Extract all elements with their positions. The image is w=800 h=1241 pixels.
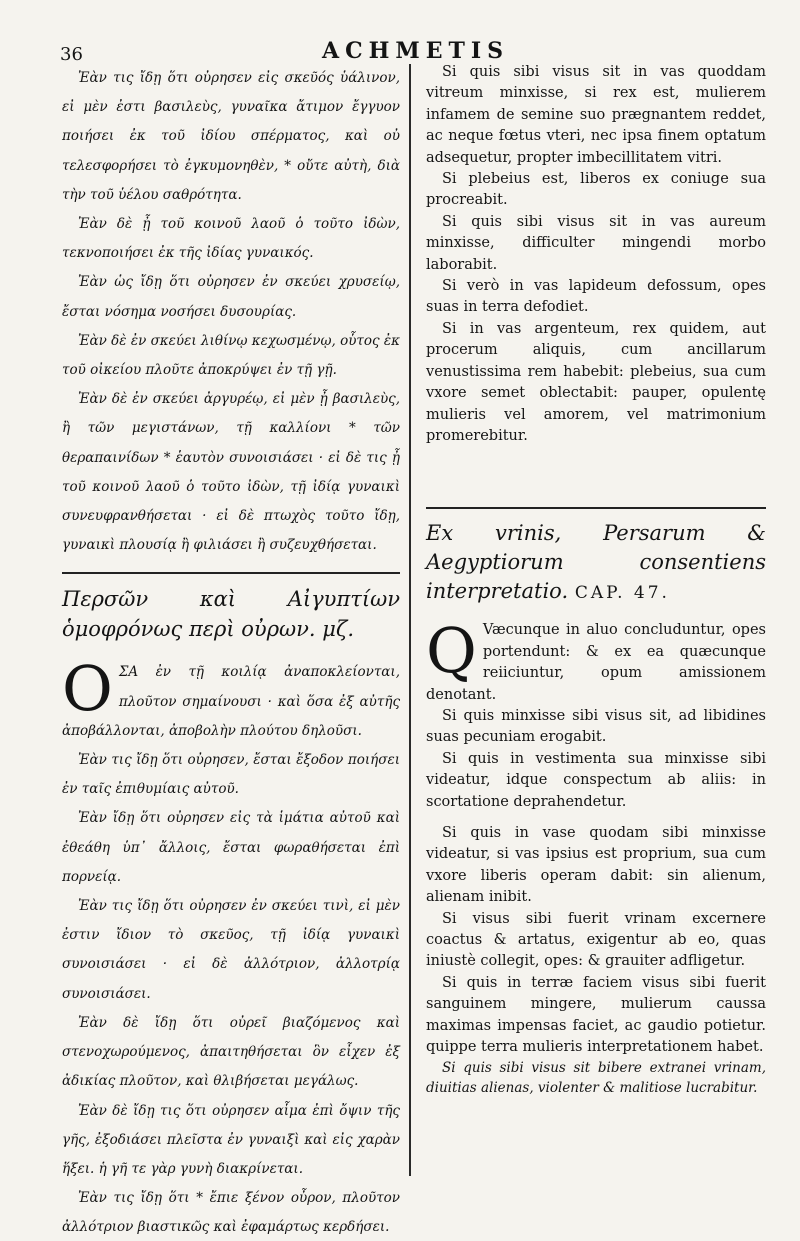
page-number: 36 xyxy=(60,44,83,65)
greek-chapter-paragraph: Ἐὰν δὲ ἴδῃ ὅτι οὐρεῖ βιαζόμενος καὶ στενοχωρούμενος, ἀπαιτηθήσεται ὃν εἶχεν ἐξ ἀδικίας πλοῦτον, καὶ θλιβήσεται μεγάλως. xyxy=(62,1014,400,1090)
latin-chapter-heading: Ex vrinis, Persarum & Aegyptiorum consentiens interpretatio. xyxy=(426,521,766,604)
latin-paragraph: Si quis sibi visus sit in vas aureum minxisse, difficulter mingendi morbo laborabit. xyxy=(426,213,766,273)
greek-chapter-paragraph: Ἐὰν δὲ ἴδῃ τις ὅτι οὐρησεν αἷμα ἐπὶ ὄψιν τῆς γῆς, ἐξοδιάσει πλεῖστα ἐν γυναιξὶ καὶ εἰς χαρὰν ἥξει. ἡ γῆ τε γὰρ γυνὴ διακρίνεται. xyxy=(62,1102,400,1177)
column-divider xyxy=(409,64,411,1176)
latin-chapter-paragraph: Si quis in vestimenta sua minxisse sibi videatur, idque conspectum ab aliis: in scortatione deprahendetur. xyxy=(426,750,766,810)
latin-drop-cap: Q xyxy=(426,614,477,688)
latin-chapter-paragraph: Si quis sibi visus sit bibere extranei vrinam, diuitias alienas, violenter & malitiose lucrabitur. xyxy=(426,1060,766,1097)
greek-chapter-paragraph: Ἐὰν τις ἴδῃ ὅτι οὐρησεν, ἔσται ἔξοδον ποιήσει ἐν ταῖς ἐπιθυμίαις αὐτοῦ. xyxy=(62,752,400,798)
section-rule xyxy=(62,572,400,574)
latin-chapter-opening xyxy=(426,614,766,706)
greek-drop-cap: Ο xyxy=(62,652,113,726)
latin-paragraph: Si quis sibi visus sit in vas quoddam vitreum minxisse, si rex est, mulierem infamem de semine suo prægnantem reddet, ac neque fœtus vteri, nec ipsa finem optatum adsequetur, propter imbecillitatem vitri. xyxy=(426,64,766,166)
section-rule xyxy=(426,507,766,509)
latin-paragraph: Si plebeius est, liberos ex coniuge sua procreabit. xyxy=(426,171,766,209)
latin-paragraph: Si in vas argenteum, rex quidem, aut procerum aliquis, cum ancillarum venustissima rem habebit: plebeius, sua cum vxore semet oblectabit: pauper, opulentę mulieris vel amorem, vel matrimonium promerebitur. xyxy=(426,320,766,444)
greek-paragraph: Ἐὰν δὲ ἐν σκεύει λιθίνῳ κεχωσμένῳ, οὗτος ἐκ τοῦ οἰκείου πλοῦτε ἀποκρύψει ἐν τῇ γῇ. xyxy=(62,332,400,379)
latin-chapter-number: CAP. 47. xyxy=(574,583,670,604)
latin-chapter-paragraph: Si quis in terræ faciem visus sibi fuerit sanguinem mingere, mulierum caussa maximas impensas faciet, ac gaudio potietur. quippe terra mulieris interpretationem habet. xyxy=(426,974,766,1056)
latin-chapter-paragraph: Væcunque in aluo concluduntur, opes portendunt: & ex ea quæcunque reiiciuntur, opum amissionem denotant. xyxy=(426,622,766,703)
greek-chapter-number: μζ. xyxy=(322,617,355,642)
page-header xyxy=(0,30,800,65)
greek-chapter-opening xyxy=(62,652,400,746)
greek-chapter-title xyxy=(62,584,400,644)
greek-paragraph: Ἐὰν ὡς ἴδῃ ὅτι οὐρησεν ἐν σκεύει χρυσείῳ, ἔσται νόσημα νοσήσει δυσουρίας. xyxy=(62,274,400,320)
latin-paragraph: Si verò in vas lapideum defossum, opes suas in terra defodiet. xyxy=(426,278,766,316)
greek-chapter-heading: Περσῶν καὶ Αἰγυπτίων ὁμοφρόνως περὶ οὐρων. xyxy=(62,587,400,642)
spacer xyxy=(426,608,766,620)
greek-paragraph: Ἐὰν τις ἴδῃ ὅτι οὐρησεν εἰς σκεῦός ὑάλινον, εἰ μὲν ἐστι βασιλεὺς, γυναῖκα ἄτιμον ἔγγυον ποιήσει ἐκ τοῦ ἰδίου σπέρματος, καὶ οὐ τελεσφορήσει τὸ ἐγκυμονηθὲν, * οὔτε αὐτὴ, διὰ τὴν τοῦ ὑέλου σαθρότητα. xyxy=(62,70,400,203)
latin-chapter-paragraph: Si quis in vase quodam sibi minxisse videatur, si vas ipsius est proprium, sua cum vxore liberis operam dabit: sin alienum, alienam inibit. xyxy=(426,824,766,906)
latin-chapter-paragraph: Si visus sibi fuerit vrinam excernere coactus & artatus, exigentur ab eo, quas iniustè collegit, opes: & grauiter adfligetur. xyxy=(426,910,766,970)
latin-chapter-title xyxy=(426,519,766,608)
greek-chapter-paragraph: Ἐὰν ἴδῃ ὅτι οὐρησεν εἰς τὰ ἱμάτια αὐτοῦ καὶ ἐθεάθη ὑπ᾽ ἄλλοις, ἔσται φωραθήσεται ἐπὶ πορνείᾳ. xyxy=(62,810,400,885)
greek-chapter-paragraph: Ἐὰν τις ἴδῃ ὅτι * ἔπιε ξένον οὖρον, πλοῦτον ἀλλότριον βιαστικῶς καὶ ἐφαμάρτως κερδήσει. xyxy=(62,1190,400,1236)
greek-paragraph: Ἐὰν δὲ ἐν σκεύει ἀργυρέῳ, εἰ μὲν ᾖ βασιλεὺς, ἢ τῶν μεγιστάνων, τῇ καλλίονι * τῶν θεραπαινίδων * ἑαυτὸν συνοισιάσει · εἰ δὲ τις ᾖ τοῦ κοινοῦ λαοῦ ὁ τοῦτο ἰδὼν, τῇ ἰδίᾳ γυναικὶ συνευφρανθήσεται · εἰ δὲ πτωχὸς τοῦτο ἴδῃ, γυναικὶ πλουσίᾳ ἢ φιλιάσει ἢ συζευχθήσεται. xyxy=(62,391,400,554)
greek-column xyxy=(62,64,400,1241)
latin-column xyxy=(426,62,766,1098)
greek-chapter-paragraph: Ἐὰν τις ἴδῃ ὅτι οὐρησεν ἐν σκεύει τινὶ, εἰ μὲν ἐστιν ἴδιον τὸ σκεῦος, τῇ ἰδίᾳ γυναικὶ συνοισιάσει · εἰ δὲ ἀλλότριον, ἀλλοτρίᾳ συνοισιάσει. xyxy=(62,898,400,1002)
running-head: ACHMETIS xyxy=(322,38,510,64)
latin-chapter-paragraph: Si quis minxisse sibi visus sit, ad libidines suas pecuniam erogabit. xyxy=(426,707,766,746)
greek-chapter-paragraph: ΣΑ ἐν τῇ κοιλίᾳ ἀναποκλείονται, πλοῦτον σημαίνουσι · καὶ ὅσα ἐξ αὐτῆς ἀποβάλλονται, ἀποβολὴν πλούτου δηλοῦσι. xyxy=(62,664,400,739)
greek-paragraph: Ἐὰν δὲ ᾖ τοῦ κοινοῦ λαοῦ ὁ τοῦτο ἰδὼν, τεκνοποιήσει ἐκ τῆς ἰδίας γυναικός. xyxy=(62,216,400,262)
